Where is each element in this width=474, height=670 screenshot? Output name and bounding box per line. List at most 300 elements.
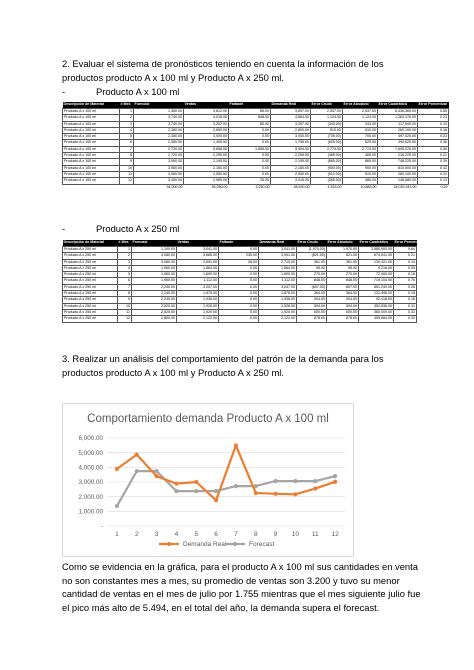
table-cell: 2,800.00 — [132, 316, 177, 322]
table-cell: 0.00 — [219, 291, 259, 297]
total-cell — [177, 322, 219, 328]
table-cell: 3,740.00 — [134, 121, 184, 127]
table-cell: 1,926.00 — [177, 303, 219, 309]
table-cell: 821.00 — [327, 253, 359, 259]
table-cell: 1,690.00 — [259, 272, 297, 278]
total-cell: 4,533.00 — [311, 184, 343, 190]
table-cell: 3,812.00 — [184, 109, 229, 115]
table-cell: 85.00 — [229, 109, 271, 115]
table-cell: 80.00 — [229, 121, 271, 127]
table-cell: 510.00 — [343, 171, 378, 177]
table-cell: 2,537.00 — [343, 109, 378, 115]
table-cell: 1,124.00 — [311, 115, 343, 121]
total-cell — [118, 322, 132, 328]
column-header: Faltante — [219, 240, 259, 247]
table-cell: 8 — [118, 291, 132, 297]
table-cell: 0.13 — [418, 178, 449, 184]
table-cell: 270.00 — [297, 272, 327, 278]
bullet-mark: - — [62, 86, 66, 97]
table-cell: 304.00 — [327, 297, 359, 303]
table-cell: 26.00 — [229, 178, 271, 184]
table-cell: 1,970.00 — [327, 247, 359, 253]
table-cell: 2,380.00 — [134, 127, 184, 133]
table-cell: 1 — [120, 109, 134, 115]
column-header: Descripción de Material — [63, 240, 118, 247]
table-cell: 0.39 — [418, 159, 449, 165]
table-cell: 2,195.00 — [184, 159, 229, 165]
bullet-mark: - — [62, 223, 66, 234]
data-point — [333, 474, 337, 478]
table-cell: 678.00 — [327, 316, 359, 322]
table-cell: Producto A x 250 ml — [63, 284, 118, 290]
line-chart — [63, 404, 353, 556]
table-cell: 1,936.00 — [259, 297, 297, 303]
table-cell: 1,926.00 — [259, 303, 297, 309]
table-cell: 0.00 — [229, 127, 271, 133]
table-cell: 2,550.00 — [184, 171, 229, 177]
column-header: Error Crudo — [311, 102, 343, 109]
data-point — [293, 479, 297, 483]
table-cell: 3,740.00 — [134, 115, 184, 121]
table-cell: 0.18 — [418, 127, 449, 133]
table-product-250 — [62, 240, 423, 328]
totals-row — [63, 322, 417, 328]
table-product-100 — [62, 102, 449, 190]
table-cell: Producto A x 250 ml — [63, 309, 118, 315]
table-cell: 0.16 — [394, 297, 417, 303]
table-cell: 719,104.00 — [359, 278, 394, 284]
table-cell: 2,537.00 — [311, 109, 343, 115]
table-cell: 2,122.00 — [259, 316, 297, 322]
table-cell: 0.32 — [394, 316, 417, 322]
table-cell: 132,496.00 — [359, 291, 394, 297]
table-cell: 1,360.00 — [134, 109, 184, 115]
data-point — [273, 492, 277, 496]
table-cell: 497,025.00 — [378, 134, 418, 140]
table-cell: 0.00 — [229, 159, 271, 165]
data-point — [273, 479, 277, 483]
data-point — [293, 492, 297, 496]
table-cell: 1,896.00 — [229, 146, 271, 152]
table-cell: Producto A x 100 ml — [63, 159, 120, 165]
table-cell: 96.00 — [327, 265, 359, 271]
totals-row — [63, 184, 449, 190]
table-cell: 7 — [120, 146, 134, 152]
table-cell: 3,080.00 — [132, 253, 177, 259]
table-cell: 3,041.00 — [259, 247, 297, 253]
table-cell: 5 — [118, 272, 132, 278]
table-cell: 600.00 — [327, 309, 359, 315]
chart-title: Comportamiento demanda Producto A x 100 ml — [87, 413, 329, 425]
table-cell: 810,000.00 — [378, 165, 418, 171]
table-cell: (625.00) — [311, 140, 343, 146]
total-cell: 0.29 — [418, 184, 449, 190]
x-tick-label: 9 — [273, 531, 278, 538]
table-cell: 0.00 — [219, 278, 259, 284]
table-cell: 6,436,369.00 — [378, 109, 418, 115]
column-header: # Mes — [120, 102, 134, 109]
table-cell: 900.00 — [343, 165, 378, 171]
table-cell: (900.00) — [311, 165, 343, 171]
table-cell: 0.00 — [229, 134, 271, 140]
table-cell: 3,665.00 — [177, 253, 219, 259]
table-cell: 235.00 — [219, 253, 259, 259]
table-cell: 3,397.00 — [271, 121, 311, 127]
table-cell: 594.00 — [327, 303, 359, 309]
table-cell: Producto A x 250 ml — [63, 253, 118, 259]
column-header: Error Porcentual — [418, 102, 449, 109]
table-cell: 9 — [118, 297, 132, 303]
table-cell: 6 — [120, 140, 134, 146]
table-cell: 117,649.00 — [378, 121, 418, 127]
table-cell: Producto A x 100 ml — [63, 109, 120, 115]
table-cell: 3,400.00 — [134, 178, 184, 184]
table-cell: 10 — [120, 165, 134, 171]
table-cell: 12 — [120, 178, 134, 184]
table-cell: 2,255.00 — [184, 153, 229, 159]
series-line — [117, 471, 335, 506]
table-cell: 0.65 — [418, 109, 449, 115]
total-cell: 34,000.00 — [134, 184, 184, 190]
table-cell: 625.00 — [343, 140, 378, 146]
table-cell: 1,960.00 — [132, 265, 177, 271]
legend-label: Demanda Real — [183, 541, 227, 548]
table-cell: 0.00 — [219, 284, 259, 290]
table-cell: 2,240.00 — [132, 284, 177, 290]
table-cell: 9,216.00 — [359, 265, 394, 271]
y-tick-label: 2,000.00 — [78, 493, 103, 501]
table-cell: 0.00 — [219, 303, 259, 309]
table-cell: 0.05 — [394, 265, 417, 271]
table-cell: Producto A x 100 ml — [63, 171, 120, 177]
table-cell: 2 — [120, 115, 134, 121]
table-cell: 7 — [118, 284, 132, 290]
column-header: Error Absoluto — [343, 102, 378, 109]
table-cell: 678.00 — [297, 316, 327, 322]
data-point — [234, 484, 238, 488]
x-tick-label: 10 — [291, 531, 300, 538]
table-cell: 360,000.00 — [359, 309, 394, 315]
table-cell: 705.00 — [343, 134, 378, 140]
table-cell: 10 — [118, 303, 132, 309]
table-cell: 96.00 — [297, 265, 327, 271]
table-cell: 0.23 — [418, 134, 449, 140]
table-cell: 72,900.00 — [359, 272, 394, 278]
table-cell: 1 — [118, 247, 132, 253]
table-cell: 3,047.00 — [177, 284, 219, 290]
table-cell: Producto A x 100 ml — [63, 140, 120, 146]
table-cell: 0.00 — [229, 165, 271, 171]
table-cell: 3,015.00 — [271, 178, 311, 184]
column-header: Ventas — [184, 102, 229, 109]
table-cell: 865.00 — [343, 159, 378, 165]
column-header: Error Cuadrático — [359, 240, 394, 247]
table-cell: 0.23 — [418, 115, 449, 121]
total-cell: 3,250.00 — [229, 184, 271, 190]
table-cell: 1,864.00 — [259, 265, 297, 271]
table-cell: 0.16 — [394, 272, 417, 278]
data-point — [154, 469, 158, 473]
table-cell: Producto A x 250 ml — [63, 265, 118, 271]
column-header: Demanda Real — [271, 102, 311, 109]
column-header: Error Absoluto — [327, 240, 359, 247]
y-tick-label: 4,000.00 — [78, 464, 103, 472]
data-point — [214, 489, 218, 493]
table-cell: 2 — [118, 253, 132, 259]
table-cell: Producto A x 250 ml — [63, 247, 118, 253]
table-cell: 5,656.00 — [184, 146, 229, 152]
table-cell: 390,625.00 — [378, 140, 418, 146]
legend-marker — [167, 542, 171, 546]
conclusion-paragraph: Como se evidencia en la gráfica, para el producto A x 100 ml sus cantidades en venta no son constantes mes a mes, su promedio de ventas son 3.200 y tuvo su menor cantidad de ventas en el mes de julio por 1.755 mientras que el mes siguiente julio fue el pico más alto de 5.494, en el total del año, la demanda supera el forecast. — [62, 561, 421, 613]
table-cell: 385.00 — [343, 178, 378, 184]
data-point — [115, 467, 119, 471]
legend-marker — [233, 542, 237, 546]
table-cell: 1,876.00 — [259, 291, 297, 297]
table-cell: 270.00 — [327, 272, 359, 278]
table-cell: 0.50 — [418, 146, 449, 152]
total-cell — [63, 322, 118, 328]
total-cell — [120, 184, 134, 190]
table-cell: (343.00) — [311, 121, 343, 127]
data-point — [174, 489, 178, 493]
table-cell: 5,494.00 — [271, 146, 311, 152]
table-cell: 3,000.00 — [184, 134, 229, 140]
table-cell: 510.00 — [311, 127, 343, 133]
table-cell: Producto A x 100 ml — [63, 165, 120, 171]
table-cell: (705.00) — [311, 134, 343, 140]
table-cell: 0.21 — [394, 253, 417, 259]
table-cell: Producto A x 100 ml — [63, 153, 120, 159]
data-point — [135, 469, 139, 473]
x-tick-label: 1 — [115, 531, 119, 538]
table-cell: 0.20 — [418, 171, 449, 177]
table-cell: 2,160.00 — [271, 165, 311, 171]
total-cell — [394, 322, 417, 328]
x-tick-label: 6 — [214, 531, 218, 538]
table-cell: 1,864.00 — [177, 265, 219, 271]
table-cell: 0.76 — [394, 278, 417, 284]
table-cell: 0.64 — [394, 247, 417, 253]
table-cell: 3,257.00 — [184, 121, 229, 127]
table-cell: 459,684.00 — [359, 316, 394, 322]
column-header: Error Porcentual — [394, 240, 417, 247]
data-point — [254, 491, 258, 495]
column-header: Error Crudo — [297, 240, 327, 247]
x-tick-label: 4 — [174, 531, 179, 538]
table-cell: 510.00 — [343, 127, 378, 133]
table-cell: 2,720.00 — [134, 146, 184, 152]
table-cell: 3,060.00 — [134, 165, 184, 171]
table-cell: 0.00 — [219, 297, 259, 303]
table-cell: Producto A x 100 ml — [63, 146, 120, 152]
table-cell: (1,970.00) — [297, 247, 327, 253]
table-cell: Producto A x 250 ml — [63, 259, 118, 265]
table-cell: (807.00) — [297, 284, 327, 290]
table-cell: 3,047.00 — [259, 284, 297, 290]
x-tick-label: 2 — [134, 531, 139, 538]
table-cell: 3,060.00 — [134, 171, 184, 177]
table-cell: 0.19 — [394, 291, 417, 297]
table-cell: 0.00 — [219, 247, 259, 253]
data-point — [115, 504, 119, 508]
table-cell: 2,195.00 — [271, 159, 311, 165]
table-cell: 8 — [120, 153, 134, 159]
table-cell: 1,124.00 — [343, 115, 378, 121]
x-tick-label: 12 — [331, 531, 339, 538]
table-cell: 2,255.00 — [271, 153, 311, 159]
table-cell: 0.00 — [229, 140, 271, 146]
table-cell: 2,160.00 — [184, 165, 229, 171]
table-cell: 260,100.00 — [378, 127, 418, 133]
table-cell: 2,720.00 — [134, 153, 184, 159]
total-cell — [359, 322, 394, 328]
table-cell: 2,520.00 — [132, 309, 177, 315]
table-cell: Producto A x 100 ml — [63, 127, 120, 133]
table-cell: 28.00 — [219, 259, 259, 265]
table-cell: 4,016.00 — [184, 115, 229, 121]
table-cell: 0.00 — [219, 316, 259, 322]
table-cell: 600.00 — [297, 309, 327, 315]
total-cell — [63, 184, 120, 190]
table-cell: 3,000.00 — [271, 134, 311, 140]
table-cell: 1,495.00 — [184, 140, 229, 146]
total-cell — [132, 322, 177, 328]
table-cell: (385.00) — [311, 178, 343, 184]
table-cell: 848.00 — [229, 115, 271, 121]
table-cell: 0.00 — [219, 272, 259, 278]
table-cell: 343.00 — [343, 121, 378, 127]
section2-heading: 2. Evaluar el sistema de pronósticos teniendo en cuenta la información de los productos producto A x 100 ml y Producto A x 250 ml. — [62, 58, 384, 83]
bullet-product-250 — [62, 223, 179, 234]
data-point — [234, 443, 238, 447]
table-cell: 1,263,376.00 — [378, 115, 418, 121]
table-cell: Producto A x 100 ml — [63, 115, 120, 121]
table-cell: 6 — [118, 278, 132, 284]
bullet-label: Producto A x 100 ml — [96, 86, 180, 97]
table-cell: 1,936.00 — [177, 297, 219, 303]
column-header: Error Cuadrático — [378, 102, 418, 109]
section3-heading: 3. Realizar un análisis del comportamiento del patrón de la demanda para los productos producto A x 100 ml y Producto A x 250 ml. — [62, 353, 384, 378]
table-cell: Producto A x 250 ml — [63, 291, 118, 297]
table-cell: 848.00 — [327, 278, 359, 284]
table-cell: 3,880,900.00 — [359, 247, 394, 253]
table-cell: 0.10 — [418, 121, 449, 127]
series-line — [117, 445, 335, 500]
table-cell: 2,774.00 — [311, 146, 343, 152]
table-cell: 130,321.00 — [359, 259, 394, 265]
table-cell: 1,100.00 — [132, 247, 177, 253]
x-tick-label: 8 — [253, 531, 258, 538]
total-cell — [219, 322, 259, 328]
table-cell: (465.00) — [311, 153, 343, 159]
chart-container — [62, 403, 354, 557]
table-cell: (821.00) — [297, 253, 327, 259]
total-cell — [327, 322, 359, 328]
table-cell: Producto A x 250 ml — [63, 303, 118, 309]
table-cell: 3,897.00 — [271, 109, 311, 115]
table-cell: 364.00 — [297, 291, 327, 297]
table-cell: 1,112.00 — [259, 278, 297, 284]
table-cell: 3,080.00 — [132, 259, 177, 265]
table-cell: Producto A x 250 ml — [63, 297, 118, 303]
table-cell: 1,960.00 — [132, 278, 177, 284]
table-cell: 2,520.00 — [132, 303, 177, 309]
column-header: Ventas — [177, 240, 219, 247]
table-cell: (865.00) — [311, 159, 343, 165]
table-cell: 216,225.00 — [378, 153, 418, 159]
table-cell: 0.13 — [394, 259, 417, 265]
data-point — [333, 480, 337, 484]
table-cell: 352,836.00 — [359, 303, 394, 309]
table-cell: Producto A x 100 ml — [63, 178, 120, 184]
table-cell: 2,719.00 — [259, 259, 297, 265]
table-cell: 0.00 — [229, 153, 271, 159]
table-cell: 11 — [120, 171, 134, 177]
data-point — [174, 482, 178, 486]
table-cell: Producto A x 250 ml — [63, 278, 118, 284]
bullet-label: Producto A x 250 ml — [96, 223, 180, 234]
table-cell: Producto A x 100 ml — [63, 121, 120, 127]
total-cell: 18,032,943.00 — [378, 184, 418, 190]
table-cell: 5 — [120, 134, 134, 140]
table-cell: 361.00 — [297, 259, 327, 265]
data-point — [313, 487, 317, 491]
table-cell: 92,416.00 — [359, 297, 394, 303]
table-cell: 0.31 — [394, 303, 417, 309]
table-cell: 2,240.00 — [132, 291, 177, 297]
data-point — [194, 480, 198, 484]
table-cell: 7,695,076.00 — [378, 146, 418, 152]
y-tick-label: 1,000.00 — [78, 508, 103, 516]
table-cell: 3,901.00 — [259, 253, 297, 259]
table-cell: 1,920.00 — [177, 309, 219, 315]
table-cell: 1,755.00 — [271, 140, 311, 146]
legend-label: Forecast — [249, 541, 275, 548]
x-tick-label: 11 — [311, 531, 319, 538]
table-cell: 11 — [118, 309, 132, 315]
column-header: Descripción de Material — [63, 102, 120, 109]
table-cell: 651,249.00 — [359, 284, 394, 290]
table-cell: 1,920.00 — [259, 309, 297, 315]
data-point — [194, 489, 198, 493]
table-cell: 2,691.00 — [177, 259, 219, 265]
column-header: Forecast — [132, 240, 177, 247]
table-cell: 361.00 — [327, 259, 359, 265]
data-point — [135, 453, 139, 457]
table-cell: 0.36 — [418, 140, 449, 146]
table-cell: 0.21 — [418, 153, 449, 159]
table-cell: 1,112.00 — [177, 278, 219, 284]
table-cell: 848.00 — [297, 278, 327, 284]
column-header: # Mes — [118, 240, 132, 247]
table-cell: 3,041.00 — [177, 247, 219, 253]
total-cell: 10,883.00 — [343, 184, 378, 190]
table-cell: 0.42 — [418, 165, 449, 171]
table-cell: 148,689.00 — [378, 178, 418, 184]
table-cell: 2,122.00 — [177, 316, 219, 322]
total-cell: 35,280.00 — [184, 184, 229, 190]
data-point — [313, 479, 317, 483]
table-cell: 0.00 — [219, 309, 259, 315]
table-cell: 1,960.00 — [132, 272, 177, 278]
data-point — [154, 474, 158, 478]
table-cell: 594.00 — [297, 303, 327, 309]
table-cell: 1,876.00 — [177, 291, 219, 297]
total-cell: 38,530.00 — [271, 184, 311, 190]
table-cell: 2,890.00 — [184, 127, 229, 133]
table-cell: 4 — [118, 265, 132, 271]
